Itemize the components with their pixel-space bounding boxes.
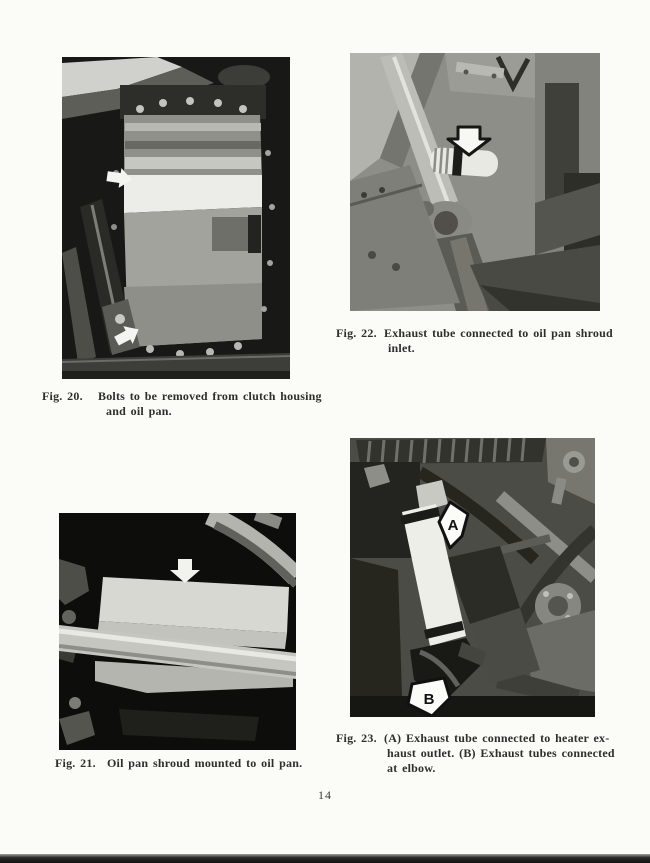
figure-20-photo [62,57,290,379]
caption-line: Fig. 22. Exhaust tube connected to oil pan shroud [336,326,613,340]
caption-line: Fig. 21. Oil pan shroud mounted to oil pan. [55,756,303,770]
page-number: 14 [318,788,332,802]
corrugated-hose [356,438,546,464]
figure-21-label: Fig. 21. [55,756,96,770]
oil-pan [124,115,262,347]
figure-23-photo [350,438,595,717]
figure-20-caption [42,389,322,419]
scan-bottom-edge [0,854,650,863]
figure-21-photo [59,513,296,750]
figure-21-caption [55,756,302,771]
figure-23-label: Fig. 23. [336,731,377,745]
marker-a-label: A [447,517,459,534]
figure-22-label: Fig. 22. [336,326,377,340]
caption-line: at elbow. [387,761,436,775]
figure-22-photo [350,53,600,311]
figure-23-caption [336,731,615,776]
figure-20-label: Fig. 20. [42,389,83,403]
figure-22-caption [336,326,613,356]
marker-b-label: B [423,691,435,708]
caption-line: and oil pan. [106,404,172,418]
caption-line: haust outlet. (B) Exhaust tubes connected [387,746,615,760]
caption-line: Fig. 23. (A) Exhaust tube connected to heater ex- [336,731,610,745]
caption-line: inlet. [388,341,415,355]
caption-line: Fig. 20. Bolts to be removed from clutch housing [42,389,322,403]
